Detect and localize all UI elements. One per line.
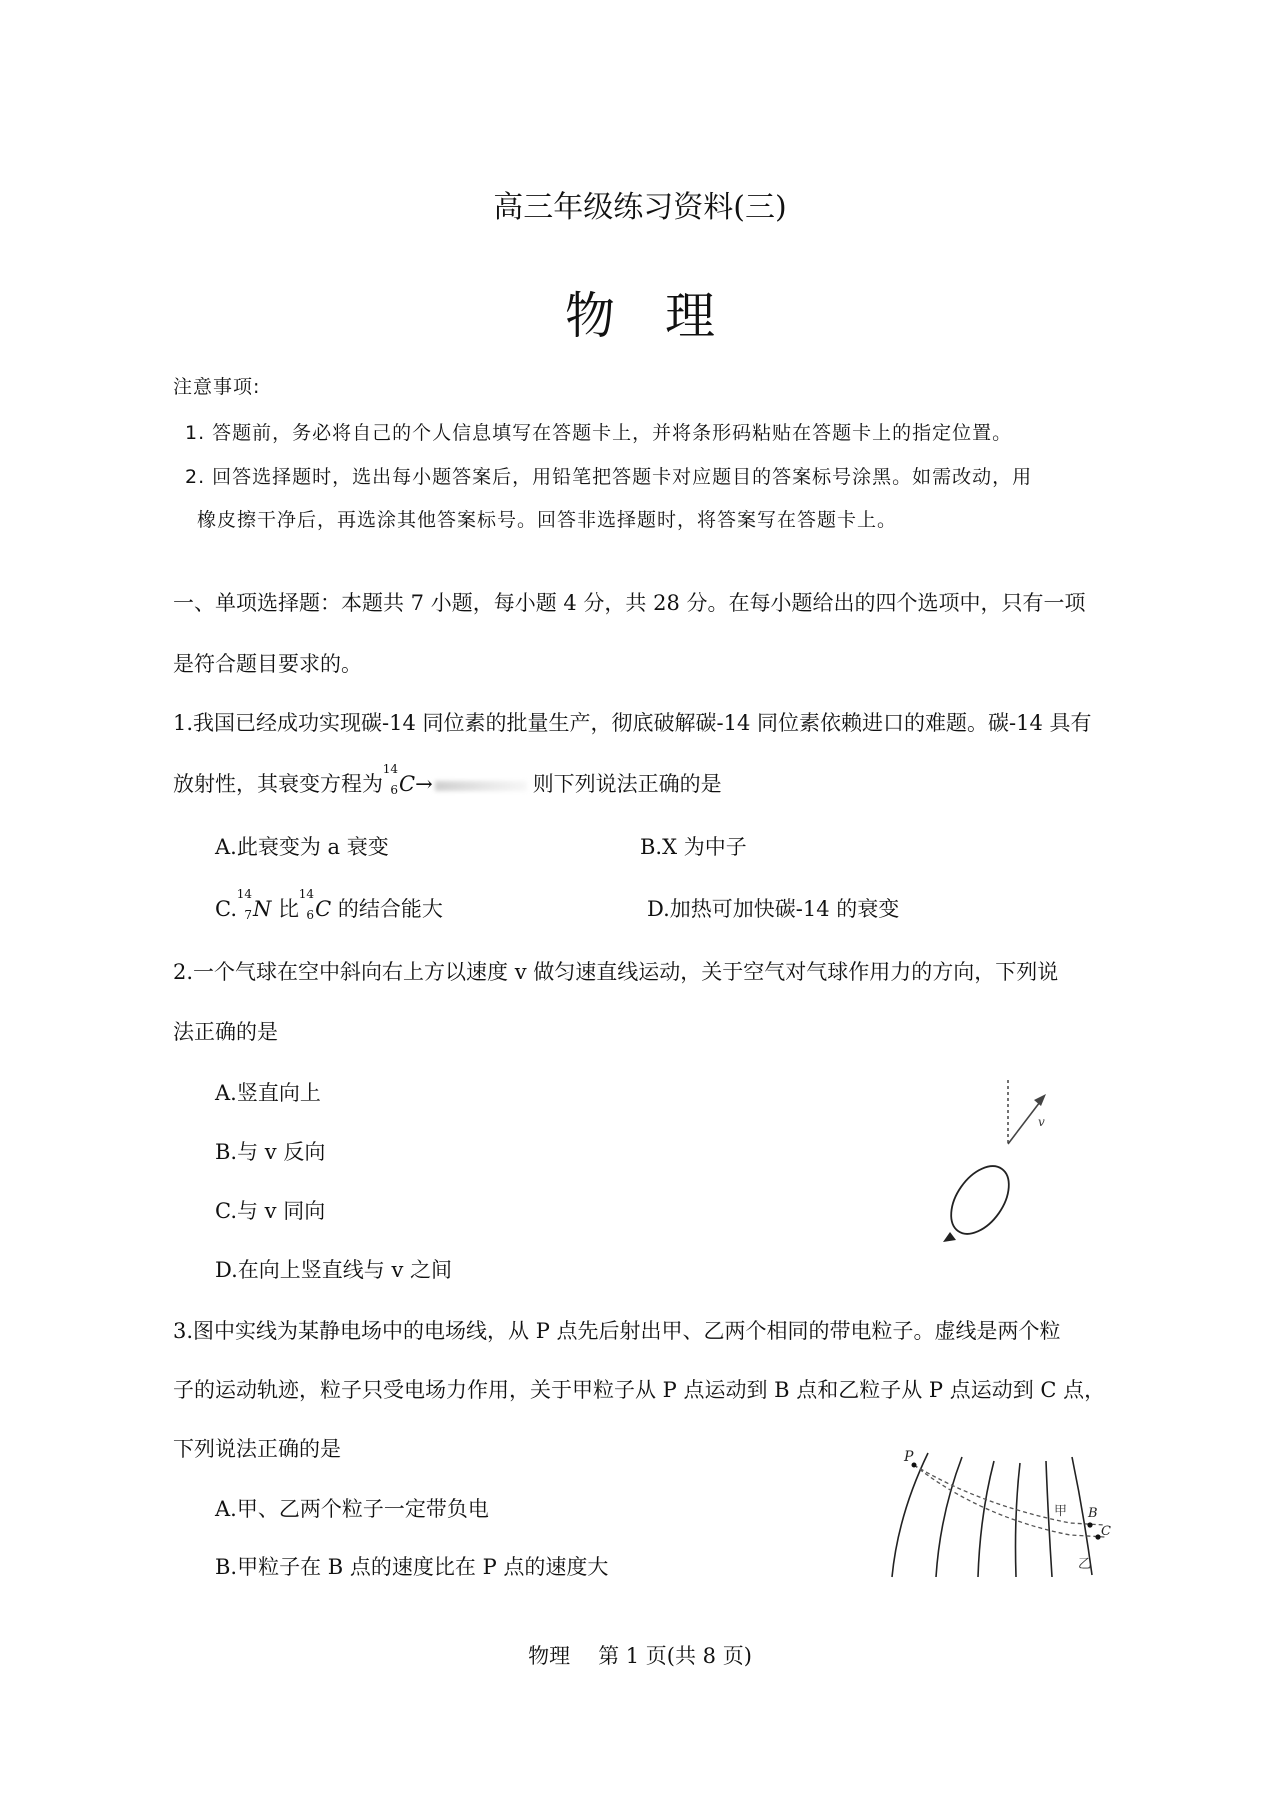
electric-field-figure: [880, 1445, 1120, 1580]
q3-stem-line-2: 子的运动轨迹，粒子只受电场力作用，关于甲粒子从 P 点运动到 B 点和乙粒子从 P 点运动到 C 点，: [173, 1378, 1106, 1402]
nitrogen-symbol: N: [253, 897, 272, 921]
section-1-line-2: 是符合题目要求的。: [173, 652, 362, 676]
q1-stem-line-1: 1.我国已经成功实现碳-14 同位素的批量生产，彻底破解碳-14 同位素依赖进口的难题。碳-14 具有: [173, 711, 1092, 735]
velocity-arrowhead: [1034, 1094, 1046, 1106]
label-yi: 乙: [1078, 1557, 1092, 1572]
label-b: B: [1088, 1506, 1098, 1521]
carbon-atomic-number-2: 6: [306, 908, 315, 922]
field-line-4: [1016, 1463, 1021, 1577]
q1-stem-suffix: 则下列说法正确的是: [532, 772, 722, 796]
balloon-figure: [920, 1080, 1070, 1255]
label-c: C: [1101, 1524, 1111, 1539]
q1-option-c-prefix: C.: [215, 897, 237, 921]
q1-option-c-mid: 比: [271, 897, 300, 921]
q3-stem-line-1: 3.图中实线为某静电场中的电场线，从 P 点先后射出甲、乙两个相同的带电粒子。虚线是两个粒: [173, 1319, 1061, 1343]
paper-subtitle: 高三年级练习资料(三): [493, 190, 787, 225]
field-line-3: [978, 1461, 994, 1577]
field-line-2: [936, 1457, 962, 1577]
paper-title: 物 理: [565, 287, 715, 345]
carbon-mass-number-2: 14: [298, 887, 315, 901]
q2-stem-line-2: 法正确的是: [173, 1020, 278, 1044]
notice-item-2-line-2: 橡皮擦干净后，再选涂其他答案标号。回答非选择题时，将答案写在答题卡上。: [197, 509, 898, 531]
balloon-knot: [943, 1232, 956, 1242]
q3-option-b: B.甲粒子在 B 点的速度比在 P 点的速度大: [215, 1555, 609, 1579]
q2-option-a: A.竖直向上: [215, 1081, 321, 1105]
nitrogen-isotope-indices: [236, 887, 253, 922]
notice-item-1: 1. 答题前，务必将自己的个人信息填写在答题卡上，并将条形码粘贴在答题卡上的指定位置。: [185, 422, 1013, 444]
nitrogen-atomic-number: 7: [244, 908, 252, 922]
label-p: P: [904, 1449, 914, 1465]
trajectory-jia: [914, 1465, 1105, 1525]
q3-stem-line-3: 下列说法正确的是: [173, 1437, 341, 1461]
q2-option-c: C.与 v 同向: [215, 1199, 326, 1223]
section-1-line-1: 一、单项选择题：本题共 7 小题，每小题 4 分，共 28 分。在每小题给出的四个选项中，只有一项: [173, 591, 1086, 615]
q1-option-d: D.加热可加快碳-14 的衰变: [647, 897, 900, 921]
point-b: [1087, 1522, 1092, 1527]
q1-option-b: B.X 为中子: [640, 835, 747, 859]
obscured-equation-part: [435, 781, 527, 791]
q1-option-c: [215, 887, 443, 923]
q1-stem-line-2: [173, 762, 722, 798]
label-jia: 甲: [1054, 1504, 1068, 1519]
q2-option-b: B.与 v 反向: [215, 1140, 326, 1164]
decay-arrow: →: [415, 772, 433, 796]
notice-item-2-line-1: 2. 回答选择题时，选出每小题答案后，用铅笔把答题卡对应题目的答案标号涂黑。如需改动，用: [185, 466, 1033, 488]
balloon-body: [939, 1156, 1020, 1245]
footer-subject: 物理: [528, 1644, 571, 1668]
q1-option-a: A.此衰变为 a 衰变: [215, 835, 389, 859]
nitrogen-mass-number: 14: [236, 887, 252, 901]
q3-option-a: A.甲、乙两个粒子一定带负电: [215, 1497, 489, 1521]
carbon-atomic-number: 6: [390, 783, 398, 797]
carbon-isotope-indices-2: [298, 887, 315, 922]
page-footer: [0, 1640, 1280, 1670]
carbon-symbol: C: [399, 772, 416, 796]
velocity-label: v: [1038, 1115, 1045, 1129]
q2-stem-line-1: 2.一个气球在空中斜向右上方以速度 v 做匀速直线运动，关于空气对气球作用力的方向，下列说: [173, 960, 1059, 984]
q1-stem-prefix: 放射性，其衰变方程为: [173, 772, 383, 796]
point-c: [1095, 1534, 1100, 1539]
carbon-symbol-2: C: [315, 897, 332, 921]
carbon-mass-number: 14: [382, 762, 398, 776]
q2-option-d: D.在向上竖直线与 v 之间: [215, 1258, 452, 1282]
notice-heading: 注意事项:: [173, 376, 261, 398]
carbon-isotope-indices: [382, 762, 399, 797]
q1-option-c-suffix: 的结合能大: [331, 897, 443, 921]
footer-page-number: 第 1 页(共 8 页): [598, 1644, 752, 1668]
